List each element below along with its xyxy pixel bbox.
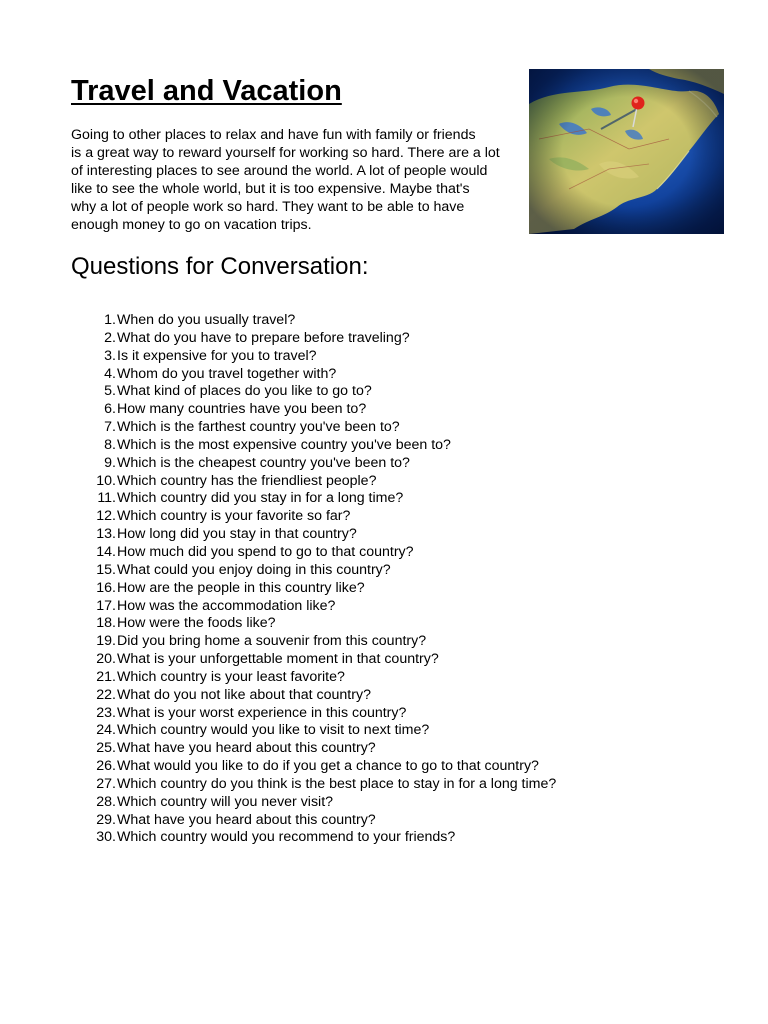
question-text: How was the accommodation like? [117, 597, 336, 614]
question-text: How were the foods like? [117, 615, 276, 632]
question-text: Did you bring home a souvenir from this country? [117, 633, 427, 650]
question-item [71, 580, 556, 598]
question-number: 21. [96, 668, 116, 685]
question-item [71, 687, 556, 705]
question-item [71, 705, 556, 723]
question-item [71, 722, 556, 740]
intro-line: enough money to go on vacation trips. [71, 217, 312, 233]
question-item [71, 740, 556, 758]
question-item [71, 651, 556, 669]
question-item [71, 544, 556, 562]
question-number: 12. [96, 508, 116, 525]
question-item [71, 776, 556, 794]
question-number: 5. [104, 383, 116, 400]
question-number: 24. [96, 722, 116, 739]
question-text: What do you not like about that country? [117, 686, 371, 703]
question-number: 2. [104, 329, 116, 346]
questions-heading: Questions for Conversation: [71, 253, 369, 280]
question-text: How much did you spend to go to that country? [117, 543, 414, 560]
question-text: Which is the cheapest country you've been to? [117, 454, 410, 471]
question-item [71, 669, 556, 687]
question-text: Which country will you never visit? [117, 793, 334, 810]
question-item [71, 508, 556, 526]
question-text: What kind of places do you like to go to? [117, 383, 372, 400]
question-number: 8. [104, 436, 116, 453]
map-pushpin-photo [529, 69, 724, 234]
question-item [71, 562, 556, 580]
question-item [71, 526, 556, 544]
question-number: 27. [96, 775, 116, 792]
question-text: How are the people in this country like? [117, 579, 365, 596]
question-number: 18. [96, 615, 116, 632]
question-number: 1. [104, 312, 116, 328]
question-item [71, 490, 556, 508]
question-text: Which country do you think is the best place to stay in for a long time? [117, 775, 557, 792]
question-number: 6. [104, 401, 116, 418]
question-text: What have you heard about this country? [117, 740, 376, 757]
question-number: 11. [97, 490, 116, 507]
question-item [71, 829, 556, 847]
question-text: What is your worst experience in this country? [117, 704, 407, 721]
question-item [71, 366, 556, 384]
question-number: 20. [96, 651, 116, 668]
question-number: 19. [96, 633, 116, 650]
page-title: Travel and Vacation [71, 75, 342, 107]
question-number: 14. [96, 543, 116, 560]
question-number: 3. [104, 347, 116, 364]
question-text: Which country did you stay in for a long time? [117, 490, 404, 507]
question-number: 16. [96, 579, 116, 596]
question-text: What is your unforgettable moment in that country? [117, 651, 439, 668]
question-number: 26. [96, 758, 116, 775]
question-number: 22. [96, 686, 116, 703]
question-text: What could you enjoy doing in this country? [117, 561, 391, 578]
question-number: 25. [96, 740, 116, 757]
question-item [71, 758, 556, 776]
question-item [71, 419, 556, 437]
question-text: Whom do you travel together with? [117, 365, 337, 382]
question-text: What do you have to prepare before traveling? [117, 329, 410, 346]
question-number: 15. [96, 561, 116, 578]
question-item [71, 615, 556, 633]
question-number: 29. [96, 811, 116, 828]
intro-line: why a lot of people work so hard. They want to be able to have [71, 199, 465, 215]
question-number: 9. [104, 454, 116, 471]
question-text: Which country would you like to visit to next time? [117, 722, 430, 739]
question-number: 4. [104, 365, 116, 382]
question-text: What have you heard about this country? [117, 811, 376, 828]
question-text: Which country is your favorite so far? [117, 508, 351, 525]
questions-list [71, 312, 556, 847]
question-number: 13. [96, 526, 116, 543]
question-number: 7. [104, 419, 116, 436]
question-text: What would you like to do if you get a chance to go to that country? [117, 758, 539, 775]
question-number: 17. [96, 597, 116, 614]
question-item [71, 812, 556, 830]
question-item [71, 312, 556, 330]
intro-line: of interesting places to see around the world. A lot of people would [71, 163, 488, 179]
question-item [71, 455, 556, 473]
question-text: Which is the farthest country you've been to? [117, 419, 400, 436]
question-number: 10. [96, 472, 116, 489]
question-text: How many countries have you been to? [117, 401, 367, 418]
question-item [71, 330, 556, 348]
question-item [71, 598, 556, 616]
question-item [71, 473, 556, 491]
question-text: How long did you stay in that country? [117, 526, 357, 543]
intro-line: like to see the whole world, but it is too expensive. Maybe that's [71, 181, 470, 197]
question-text: Which country has the friendliest people? [117, 472, 377, 489]
question-item [71, 401, 556, 419]
intro-line: Going to other places to relax and have fun with family or friends [71, 127, 476, 143]
question-number: 23. [96, 704, 116, 721]
question-item [71, 633, 556, 651]
question-number: 30. [96, 829, 116, 846]
intro-line: is a great way to reward yourself for working so hard. There are a lot [71, 145, 500, 161]
question-text: Which country would you recommend to your friends? [117, 829, 456, 846]
question-text: When do you usually travel? [117, 312, 296, 328]
intro-paragraph [71, 126, 531, 234]
question-item [71, 383, 556, 401]
question-text: Is it expensive for you to travel? [117, 347, 317, 364]
question-item [71, 794, 556, 812]
question-text: Which is the most expensive country you've been to? [117, 436, 451, 453]
question-text: Which country is your least favorite? [117, 668, 345, 685]
question-number: 28. [96, 793, 116, 810]
question-item [71, 348, 556, 366]
question-item [71, 437, 556, 455]
